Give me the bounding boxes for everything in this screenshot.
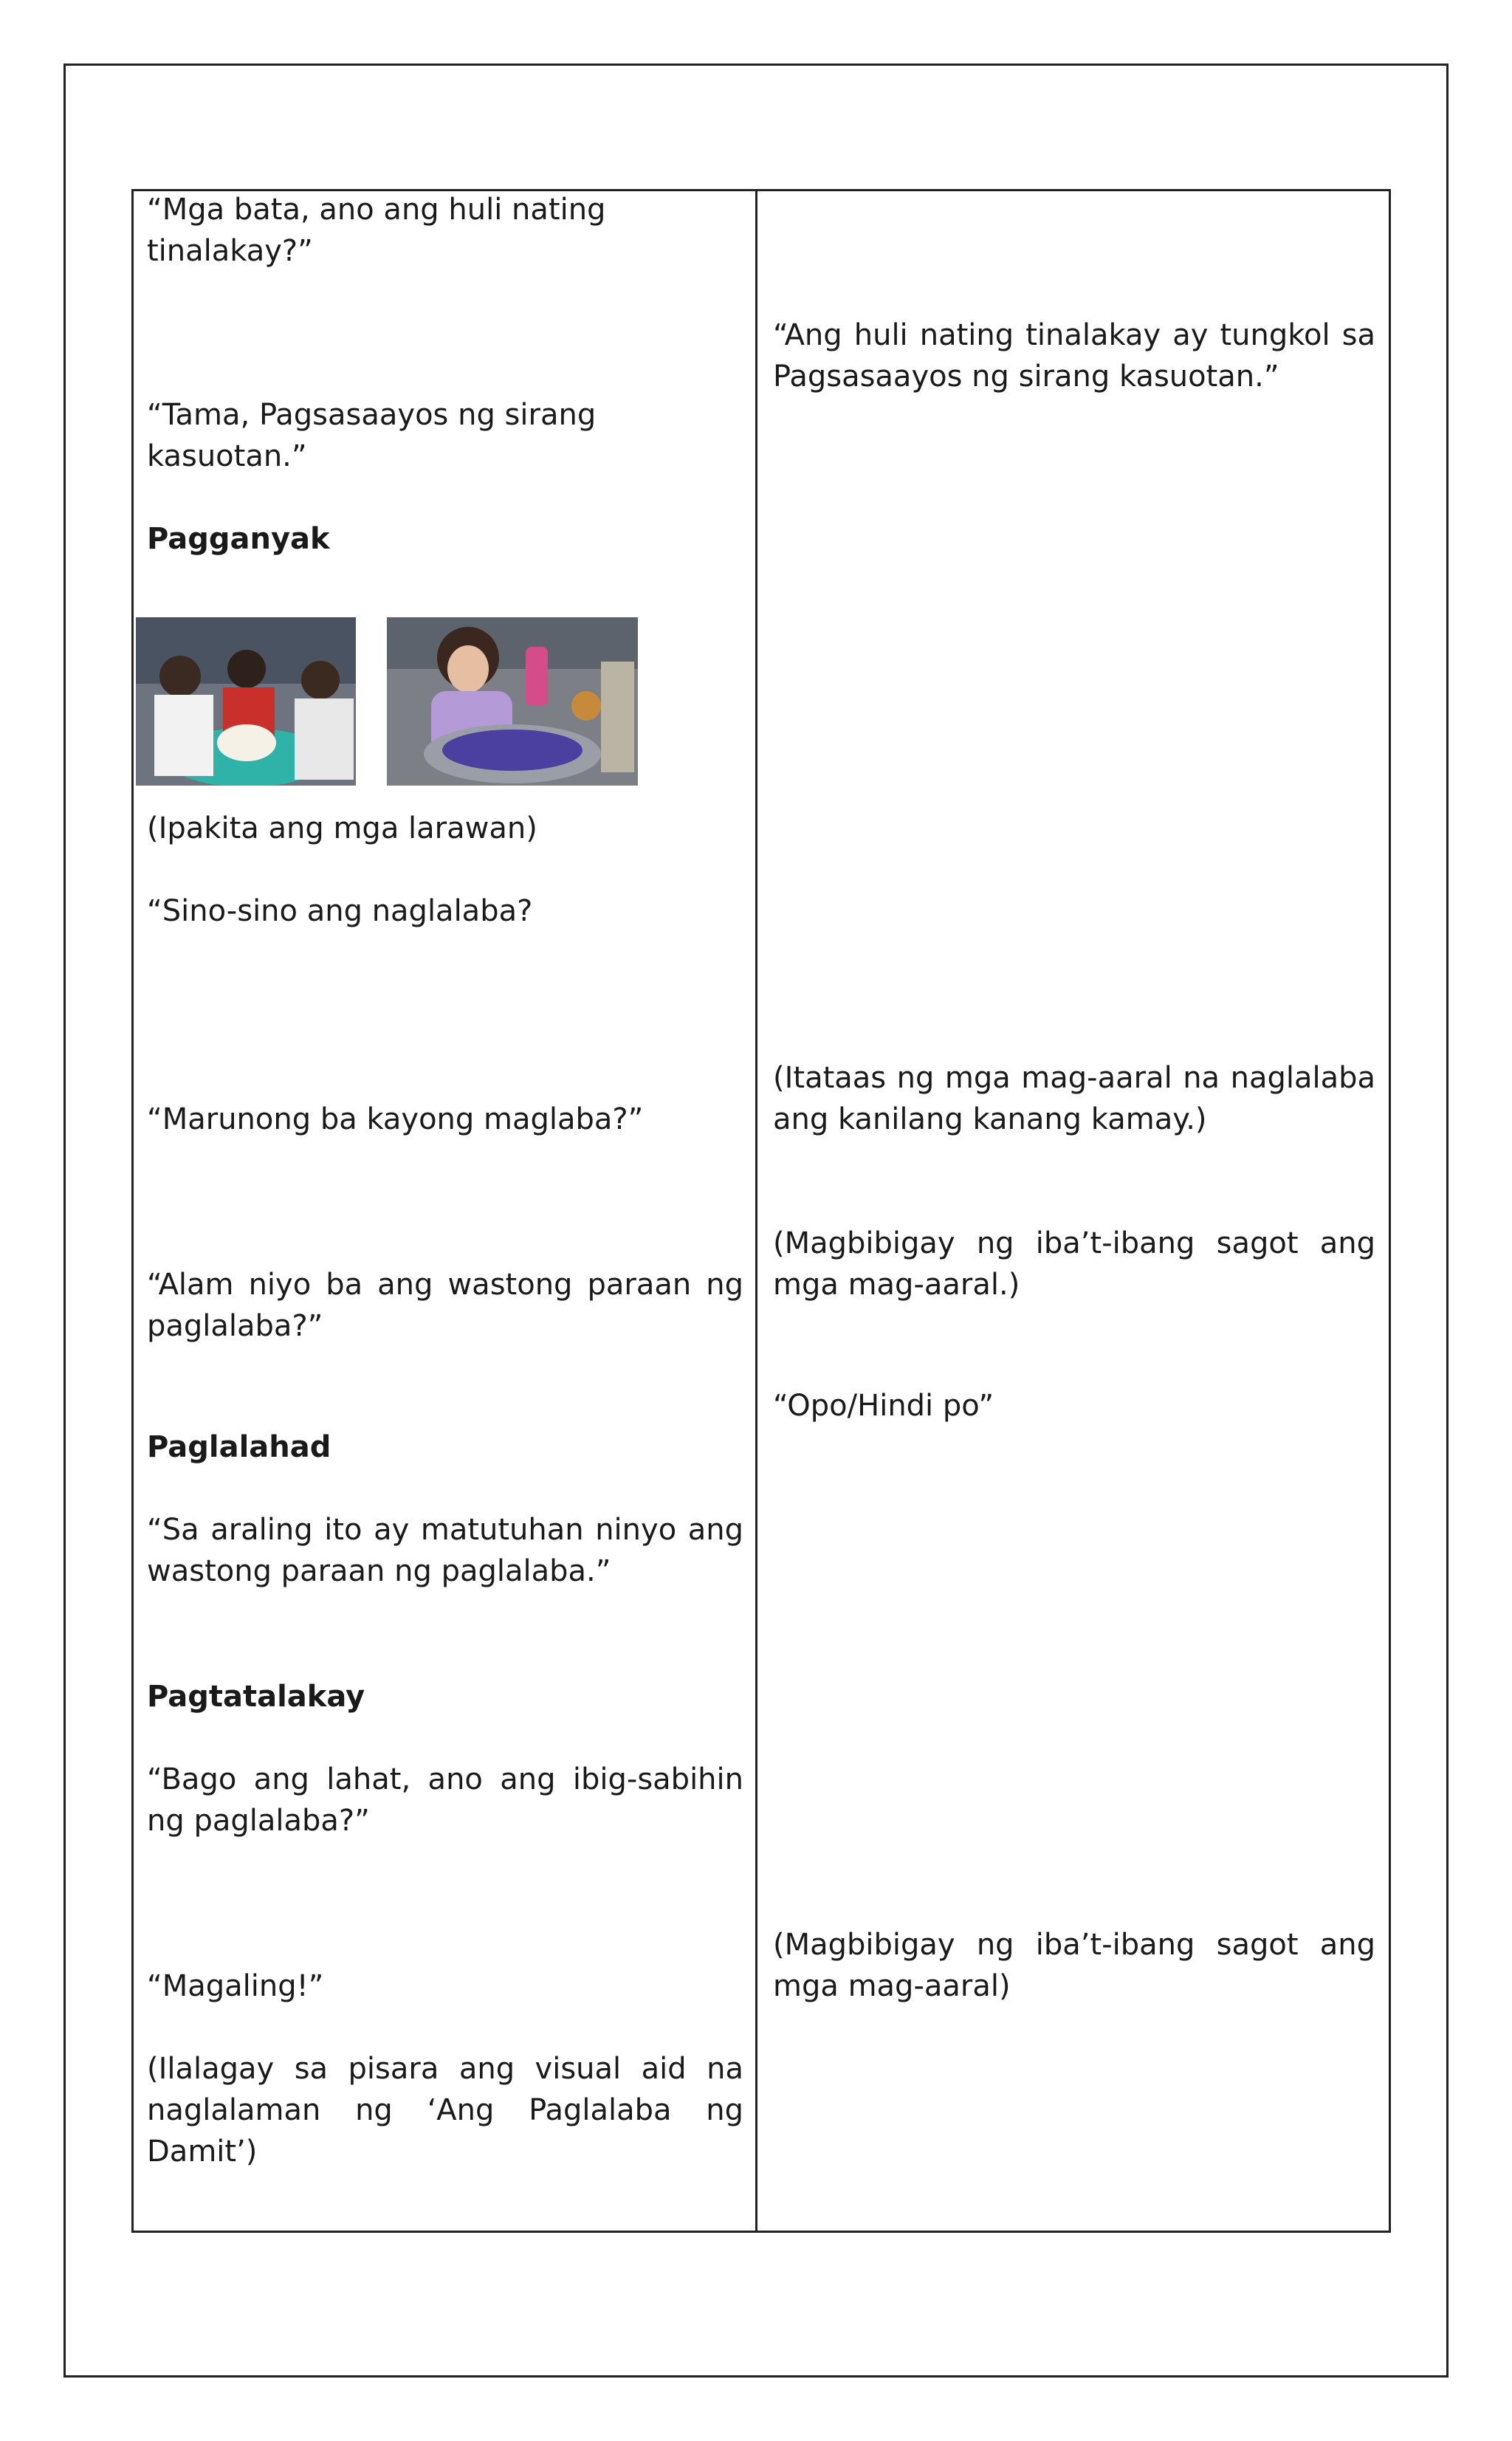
heading-pagtatalakay: Pagtatalakay	[147, 1680, 365, 1714]
teacher-question-meaning: “Bago ang lahat, ano ang ibig-sabihin ng paglalaba?”	[147, 1762, 743, 1838]
teacher-show-pictures: (Ipakita ang mga larawan)	[147, 811, 537, 845]
teacher-lesson-intro: “Sa araling ito ay matutuhan ninyo ang wastong paraan ng paglalaba.”	[147, 1513, 743, 1588]
student-various-answers-2: (Magbibigay ng iba’t-ibang sagot ang mga mag-aaral)	[773, 1928, 1375, 2003]
heading-pagganyak: Pagganyak	[147, 522, 330, 556]
student-answer-last-topic: “Ang huli nating tinalakay ay tungkol sa Pagsasaayos ng sirang kasuotan.”	[773, 318, 1375, 394]
teacher-praise: “Magaling!”	[147, 1969, 324, 2003]
student-answer-yes-no: “Opo/Hindi po”	[773, 1389, 994, 1423]
teacher-question-last-topic: “Mga bata, ano ang huli nating tinalakay?”	[147, 193, 606, 268]
student-various-answers-1: (Magbibigay ng iba’t-ibang sagot ang mga mag-aaral.)	[773, 1226, 1375, 1302]
children-washing-clothes-photo	[136, 617, 356, 786]
teacher-confirm-topic: “Tama, Pagsasaayos ng sirang kasuotan.”	[147, 398, 597, 473]
teacher-question-proper-way: “Alam niyo ba ang wastong paraan ng paglalaba?”	[147, 1268, 743, 1343]
teacher-visual-aid: (Ilalagay sa pisara ang visual aid na naglalaman ng ‘Ang Paglalaba ng Damit’)	[147, 2052, 743, 2169]
student-raise-hands: (Itataas ng mga mag-aaral na naglalaba ang kanilang kanang kamay.)	[773, 1061, 1375, 1136]
teacher-question-can-wash: “Marunong ba kayong maglaba?”	[147, 1102, 644, 1136]
teacher-question-who-washes: “Sino-sino ang naglalaba?	[147, 894, 533, 928]
girl-washing-clothes-photo	[387, 617, 638, 786]
heading-paglalahad: Paglalahad	[147, 1430, 331, 1464]
column-divider	[755, 189, 757, 2233]
